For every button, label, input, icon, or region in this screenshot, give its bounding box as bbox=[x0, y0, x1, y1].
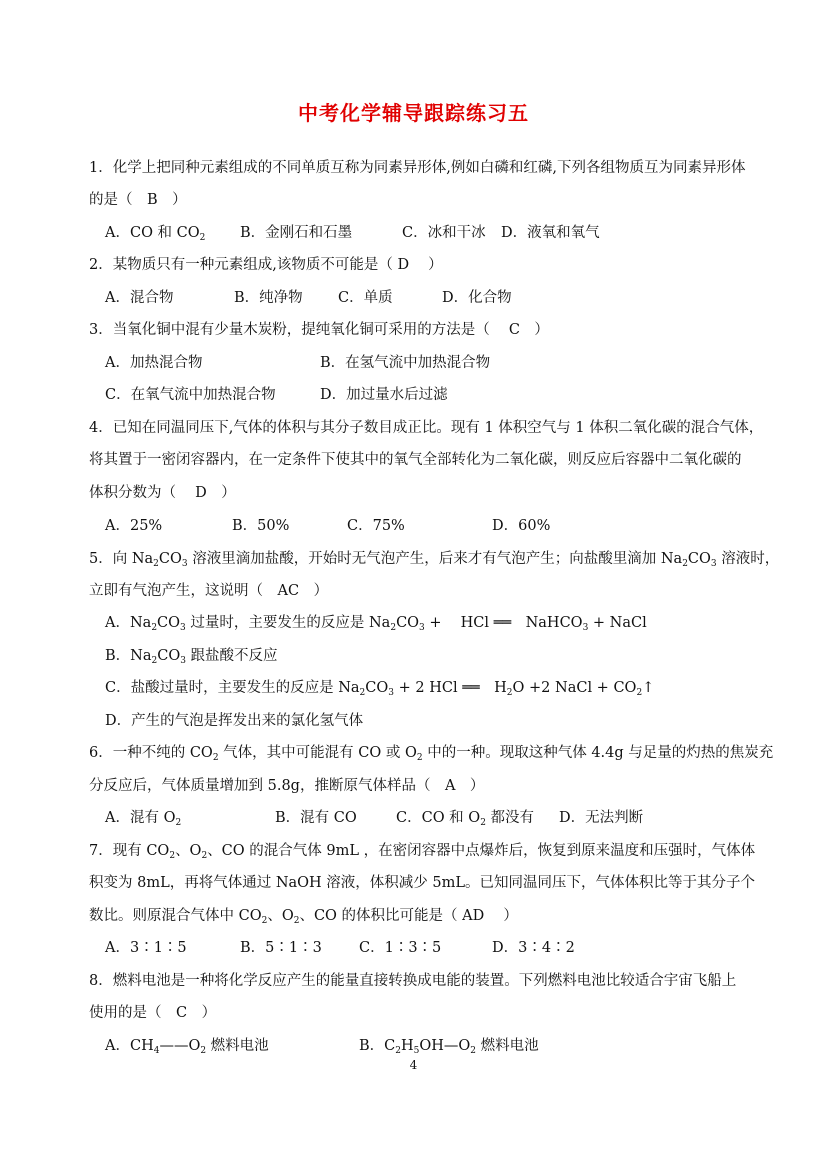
page-title: 中考化学辅导跟踪练习五 bbox=[298, 101, 529, 125]
q3-option-b: B．在氢气流中加热混合物 bbox=[320, 355, 491, 371]
q7-option-b: B．5∶1∶3 bbox=[240, 940, 322, 956]
q3-option-c: C．在氧气流中加热混合物 bbox=[105, 387, 276, 403]
page-number: 4 bbox=[409, 1058, 418, 1072]
q5-option-a: A．$Na_2CO_3$ 过量时，主要发生的反应是 $Na_2CO_3$ + HCl ══ NaHCO$_3$ + NaCl bbox=[105, 615, 647, 633]
q8-option-b: B．$C_2H_5OH—O_2$ 燃料电池 bbox=[359, 1038, 539, 1056]
q2-option-c: C．单质 bbox=[338, 290, 393, 306]
q7-option-d: D．3∶4∶2 bbox=[492, 940, 575, 956]
q5-option-c: C．盐酸过量时，主要发生的反应是 $Na_2CO_3 + 2$ HCl ══ $H_2O +2$ NaCl + $CO_2↑$ bbox=[105, 680, 655, 698]
q5-stem-line2: 立即有气泡产生，这说明（ AC ） bbox=[89, 583, 329, 599]
q1-stem-line2: 的是（ B ） bbox=[89, 192, 187, 208]
q2-option-d: D．化合物 bbox=[442, 290, 512, 306]
q5-option-b: B．$Na_2CO_3$ 跟盐酸不反应 bbox=[105, 648, 278, 666]
q8-stem-line1: 8．燃料电池是一种将化学反应产生的能量直接转换成电能的装置。下列燃料电池比较适合宇宙飞船上 bbox=[89, 973, 737, 989]
q4-option-a: A．25% bbox=[105, 518, 163, 534]
q4-stem-line1: 4．已知在同温同压下,气体的体积与其分子数目成正比。现有 1 体积空气与 1 体积二氧化碳的混合气体， bbox=[89, 420, 764, 436]
q1-option-c: C．冰和干冰 bbox=[402, 225, 486, 241]
q6-option-d: D．无法判断 bbox=[559, 810, 644, 826]
q3-option-d: D．加过量水后过滤 bbox=[320, 387, 448, 403]
q7-option-c: C．1∶3∶5 bbox=[359, 940, 442, 956]
q4-stem-line2: 将其置于一密闭容器内，在一定条件下使其中的氧气全部转化为二氧化碳，则反应后容器中二氧化碳的 bbox=[89, 452, 742, 468]
q1-option-a: A．CO 和 $CO_2$ bbox=[105, 225, 206, 243]
q2-option-b: B．纯净物 bbox=[234, 290, 303, 306]
q3-option-a: A．加热混合物 bbox=[105, 355, 203, 371]
q6-option-c: C．CO 和 $O_2$ 都没有 bbox=[396, 810, 535, 828]
q4-option-b: B．50% bbox=[232, 518, 290, 534]
q4-option-c: C．75% bbox=[347, 518, 405, 534]
q1-option-d: D．液氧和氧气 bbox=[501, 225, 600, 241]
q5-option-d: D．产生的气泡是挥发出来的氯化氢气体 bbox=[105, 713, 364, 729]
q2-option-a: A．混合物 bbox=[105, 290, 174, 306]
q2-stem: 2．某物质只有一种元素组成,该物质不可能是（ D ） bbox=[89, 257, 443, 273]
q8-option-a: A．$CH_4——O_2$ 燃料电池 bbox=[105, 1038, 269, 1056]
q6-option-a: A．混有 $O_2$ bbox=[105, 810, 182, 828]
q1-option-b: B．金刚石和石墨 bbox=[240, 225, 353, 241]
q7-option-a: A．3∶1∶5 bbox=[105, 940, 187, 956]
q7-stem-line3: 数比。则原混合气体中 $CO_2$、$O_2$、CO 的体积比可能是（ AD ） bbox=[89, 908, 518, 926]
q6-option-b: B．混有 CO bbox=[275, 810, 357, 826]
q3-stem: 3．当氧化铜中混有少量木炭粉，提纯氧化铜可采用的方法是（ C ） bbox=[89, 322, 549, 338]
q8-stem-line2: 使用的是（ C ） bbox=[89, 1005, 217, 1021]
q6-stem-line2: 分反应后，气体质量增加到 5.8g，推断原气体样品（ A ） bbox=[89, 778, 485, 794]
q5-stem-line1: 5．向 $Na_2CO_3$ 溶液里滴加盐酸，开始时无气泡产生，后来才有气泡产生；向盐酸里滴加 $Na_2CO_3$ 溶液时， bbox=[89, 551, 780, 569]
q7-stem-line1: 7．现有 $CO_2$、$O_2$、CO 的混合气体 9mL ，在密闭容器中点爆炸后，恢复到原来温度和压强时，气体体 bbox=[89, 843, 756, 861]
q7-stem-line2: 积变为 8mL，再将气体通过 NaOH 溶液，体积减少 5mL。已知同温同压下，气体体积比等于其分子个 bbox=[89, 875, 756, 891]
q6-stem-line1: 6．一种不纯的 $CO_2$ 气体，其中可能混有 CO 或 $O_2$ 中的一种。现取这种气体 4.4g 与足量的灼热的焦炭充 bbox=[89, 745, 774, 763]
q1-stem-line1: 1．化学上把同种元素组成的不同单质互称为同素异形体,例如白磷和红磷,下列各组物质互为同素异形体 bbox=[89, 160, 746, 176]
q4-stem-line3: 体积分数为（ D ） bbox=[89, 485, 236, 501]
q4-option-d: D．60% bbox=[492, 518, 551, 534]
